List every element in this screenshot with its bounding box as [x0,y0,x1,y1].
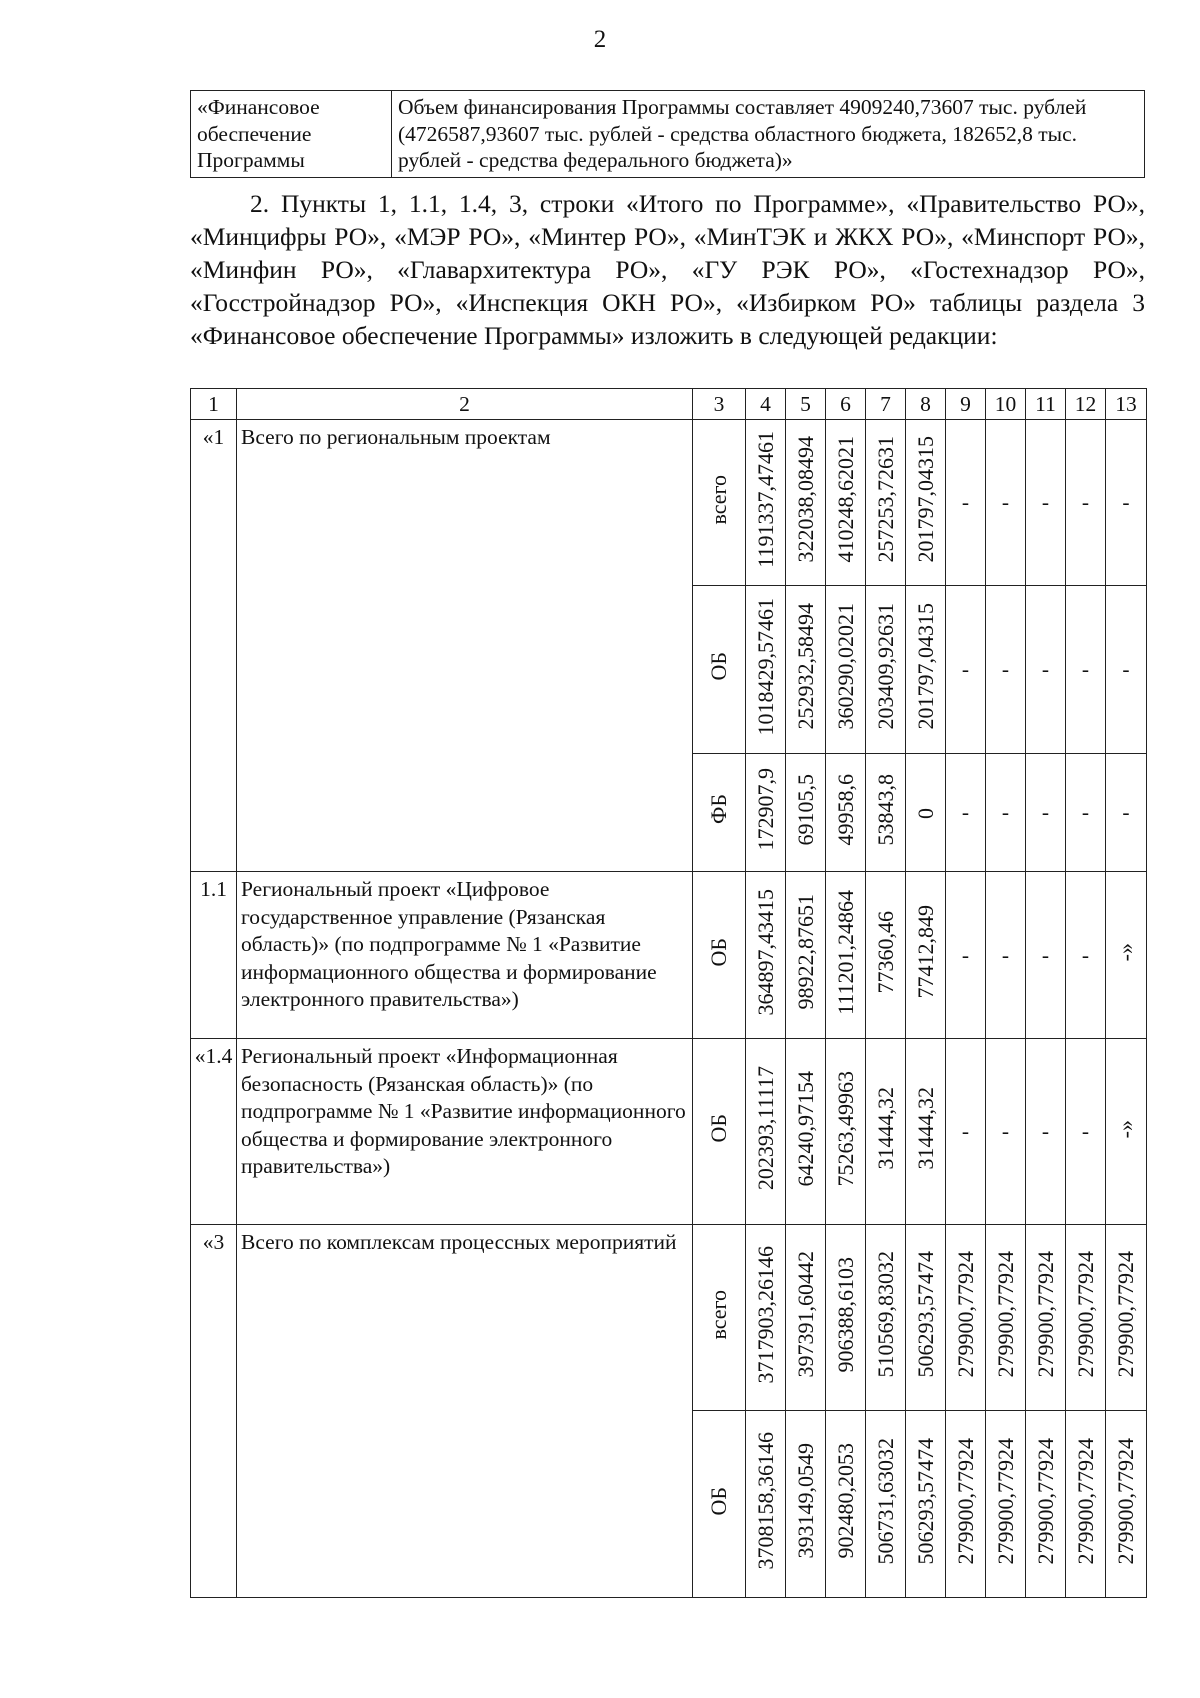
dash-cell: - [946,1039,986,1225]
value-cell: 393149,0549 [792,1443,818,1559]
amendment-paragraph: 2. Пункты 1, 1.1, 1.4, 3, строки «Итого по Программе», «Правительство РО», «Минцифры РО», «МЭР РО», «Минтер РО», «МинТЭК и ЖКХ РО», «Минспорт РО», «Минфин РО», «Главархитектура РО», «ГУ РЭК РО», «Гостехнадзор РО», «Госстройнадзор РО», «Инспекция ОКН РО», «Избирком РО» таблицы раздела 3 «Финансовое обеспечение Программы» изложить в следующей редакции: [190,189,1145,350]
table-row [191,872,1147,1039]
value-cell: 279900,77924 [992,1251,1018,1378]
value-cell: 279900,77924 [952,1437,978,1565]
funding-source: ОБ [706,1486,731,1516]
dash-cell: - [1026,586,1066,754]
dash-cell: - [1106,420,1147,586]
dash-cell: - [1066,872,1106,1039]
value-cell: 0 [912,808,938,819]
dash-cell: - [1066,754,1106,872]
funding-source: всего [706,474,731,525]
row-number: 1.1 [191,872,237,1039]
value-cell: 510569,83032 [872,1251,898,1378]
dash-cell: - [986,586,1026,754]
header-cell: 10 [986,389,1026,420]
header-cell: 2 [237,389,693,420]
value-cell: 279900,77924 [1113,1437,1138,1565]
value-cell: 31444,32 [912,1087,938,1170]
dash-cell: - [946,754,986,872]
value-cell: 202393,11117 [752,1066,778,1191]
value-cell: 506293,57474 [912,1251,938,1378]
value-cell: 1191337,47461 [752,431,778,568]
value-cell: 98922,87651 [792,894,818,1010]
funding-source: ОБ [706,652,731,681]
value-cell: 201797,04315 [912,603,938,730]
header-cell: 13 [1106,389,1147,420]
row-number: «1.4 [191,1039,237,1225]
value-cell: 906388,6103 [832,1256,858,1373]
value-cell: 506293,57474 [912,1437,938,1565]
value-cell: 3708158,36146 [752,1432,778,1570]
value-cell: 410248,62021 [832,436,858,563]
dash-cell: - [986,420,1026,586]
row-description: Всего по комплексам процессных мероприятий [237,1225,693,1598]
value-cell: 75263,49963 [832,1070,858,1187]
value-cell: 77412,849 [912,905,938,999]
dash-cell: - [986,1039,1026,1225]
value-cell: 257253,72631 [872,436,898,563]
table-header-row [191,389,1147,420]
value-cell: 360290,02021 [832,603,858,730]
header-cell: 5 [786,389,826,420]
value-cell: 397391,60442 [792,1251,818,1378]
funding-source: ОБ [706,1114,731,1143]
dash-cell: - [946,420,986,586]
header-cell: 1 [191,389,237,420]
value-cell: 111201,24864 [832,889,858,1015]
value-cell: 279900,77924 [952,1251,978,1378]
dash-cell: -» [1113,943,1138,962]
header-cell: 9 [946,389,986,420]
dash-cell: - [1066,586,1106,754]
header-cell: 4 [746,389,786,420]
value-cell: 279900,77924 [1032,1251,1058,1378]
table-row [191,1225,1147,1411]
dash-cell: - [946,586,986,754]
financing-text: Объем финансирования Программы составляет 4909240,73607 тыс. рублей (4726587,93607 тыс. рублей - средства областного бюджета, 182652,8 тыс. рублей - средства федерального бюджета)» [392,91,1145,178]
value-cell: 279900,77924 [992,1437,1018,1565]
dash-cell: - [1106,754,1147,872]
value-cell: 64240,97154 [792,1070,818,1187]
value-cell: 322038,08494 [792,436,818,563]
dash-cell: - [1106,586,1147,754]
row-description: Всего по региональным проектам [237,420,693,872]
header-cell: 11 [1026,389,1066,420]
value-cell: 506731,63032 [872,1437,898,1565]
table-row [191,1039,1147,1225]
financing-table [190,388,1147,1598]
value-cell: 203409,92631 [872,603,898,730]
value-cell: 1018429,57461 [752,597,778,736]
value-cell: 279900,77924 [1072,1251,1098,1378]
value-cell: 49958,6 [832,773,858,846]
financing-box [190,90,1145,178]
page-number: 2 [593,26,607,53]
header-cell: 6 [826,389,866,420]
table-row [191,420,1147,586]
funding-source: ОБ [706,937,731,967]
financing-label: «Финансовое обеспечение Программы [191,91,392,178]
dash-cell: - [1026,754,1066,872]
value-cell: 201797,04315 [912,436,938,563]
value-cell: 31444,32 [872,1087,898,1170]
value-cell: 3717903,26146 [752,1245,778,1384]
value-cell: 53843,8 [872,773,898,846]
value-cell: 902480,2053 [832,1443,858,1559]
dash-cell: - [1026,1039,1066,1225]
dash-cell: - [946,872,986,1039]
dash-cell: - [1066,1039,1106,1225]
funding-source: ФБ [706,794,731,825]
value-cell: 364897,43415 [752,888,778,1016]
dash-cell: - [1026,872,1066,1039]
row-description: Региональный проект «Цифровое государственное управление (Рязанская область)» (по подпрограмме № 1 «Развитие информационного общества и формирование электронного правительства») [237,872,693,1039]
value-cell: 252932,58494 [792,603,818,730]
value-cell: 172907,9 [752,768,778,851]
row-number: «1 [191,420,237,872]
dash-cell: -» [1113,1119,1138,1138]
funding-source: всего [706,1289,731,1340]
header-cell: 8 [906,389,946,420]
value-cell: 279900,77924 [1032,1437,1058,1565]
dash-cell: - [986,754,1026,872]
dash-cell: - [1066,420,1106,586]
value-cell: 279900,77924 [1113,1251,1138,1378]
value-cell: 279900,77924 [1072,1437,1098,1565]
row-description: Региональный проект «Информационная безопасность (Рязанская область)» (по подпрограмме № 1 «Развитие информационного общества и формирование электронного правительства») [237,1039,693,1225]
dash-cell: - [986,872,1026,1039]
header-cell: 12 [1066,389,1106,420]
dash-cell: - [1026,420,1066,586]
header-cell: 3 [693,389,746,420]
value-cell: 77360,46 [872,910,898,994]
value-cell: 69105,5 [792,773,818,846]
header-cell: 7 [866,389,906,420]
row-number: «3 [191,1225,237,1598]
